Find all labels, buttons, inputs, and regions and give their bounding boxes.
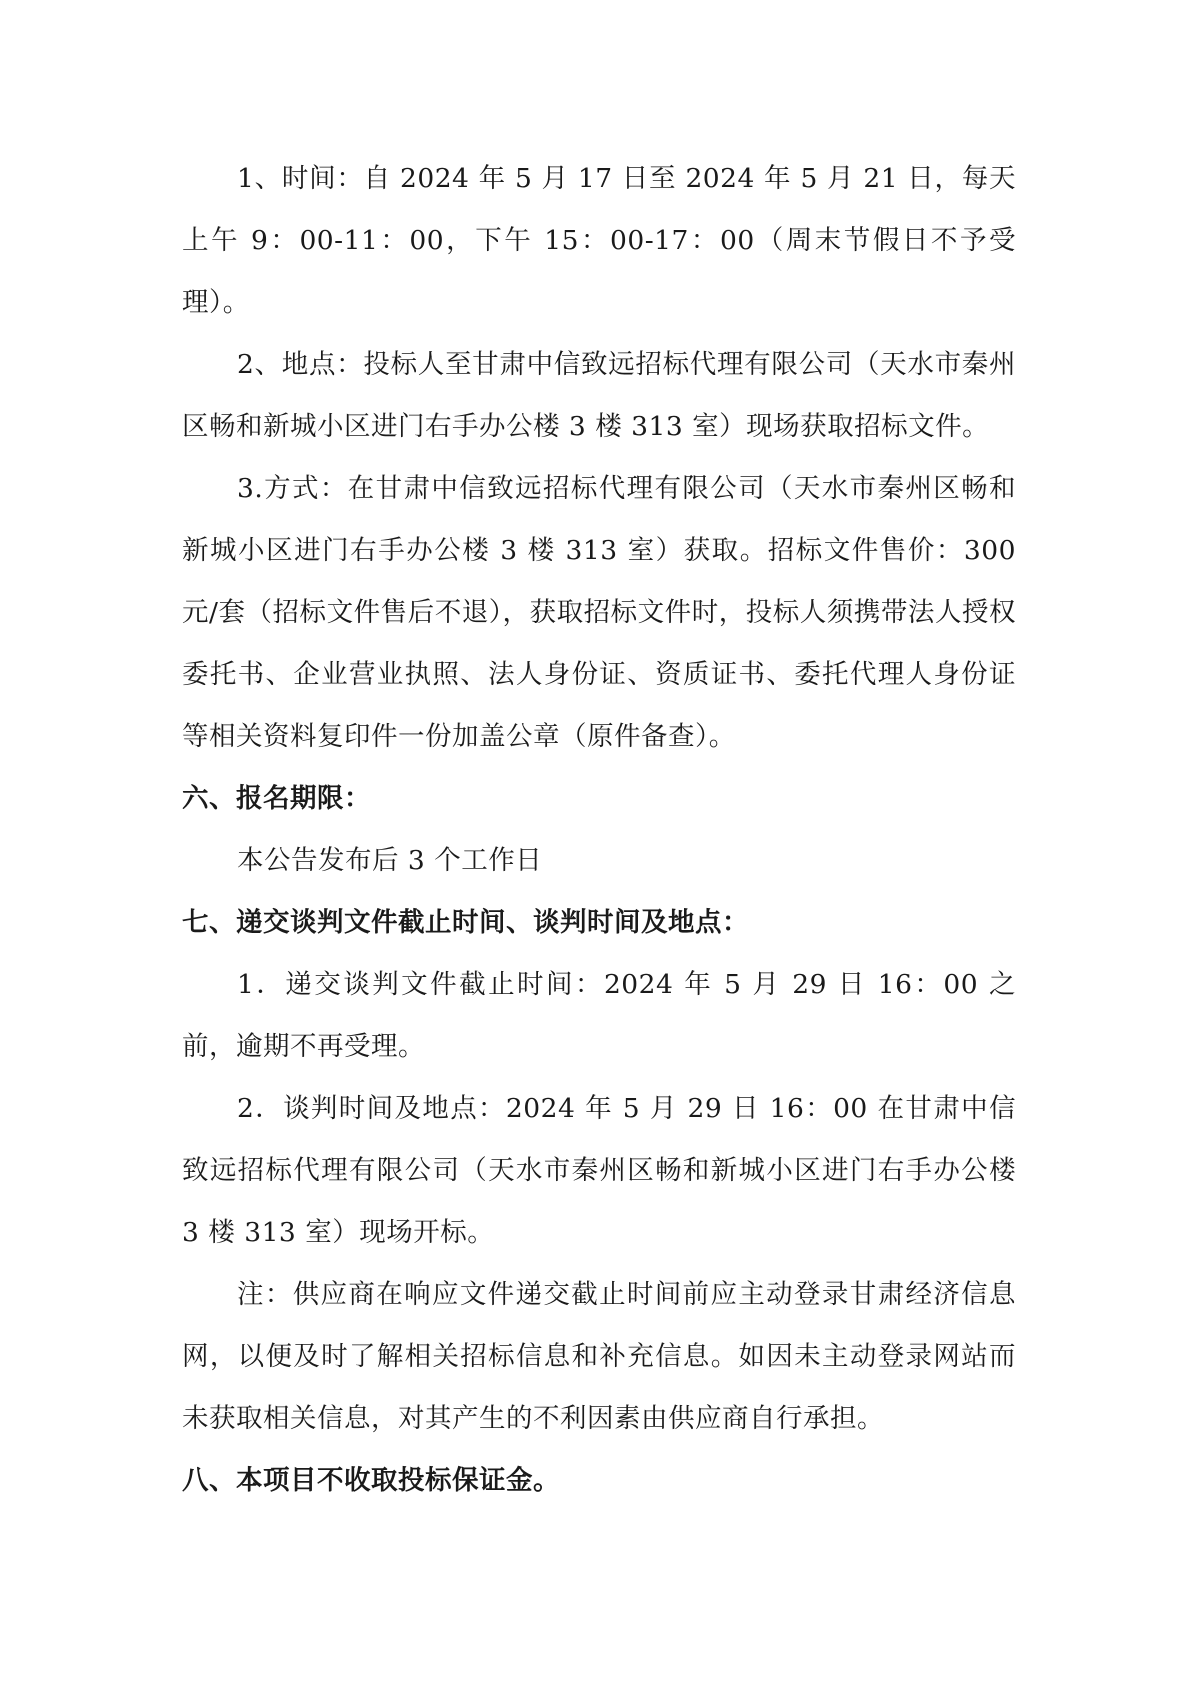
paragraph-note: 注：供应商在响应文件递交截止时间前应主动登录甘肃经济信息网，以便及时了解相关招标信息和补充信息。如因未主动登录网站而未获取相关信息，对其产生的不利因素由供应商自行承担。: [182, 1279, 1016, 1434]
section-heading-no-deposit: 八、本项目不收取投标保证金。: [182, 1465, 560, 1496]
paragraph-method: 3.方式：在甘肃中信致远招标代理有限公司（天水市秦州区畅和新城小区进门右手办公楼 3 楼 313 室）获取。招标文件售价：300 元/套（招标文件售后不退），获取招标文件时，投标人须携带法人授权委托书、企业营业执照、法人身份证、资质证书、委托代理人身份证等相关资料复印件一份加盖公章（原件备查）。: [182, 473, 1016, 752]
section-heading-submission-deadline: 七、递交谈判文件截止时间、谈判时间及地点：: [182, 907, 749, 938]
paragraph-registration-period: 本公告发布后 3 个工作日: [237, 845, 543, 876]
section-heading-registration-period: 六、报名期限：: [182, 783, 371, 814]
paragraph-submission-deadline: 1．递交谈判文件截止时间：2024 年 5 月 29 日 16：00 之前，逾期不再受理。: [182, 969, 1016, 1062]
paragraph-time: 1、时间：自 2024 年 5 月 17 日至 2024 年 5 月 21 日，每天上午 9：00-11：00，下午 15：00-17：00（周末节假日不予受理）。: [182, 163, 1016, 318]
paragraph-negotiation-time-location: 2．谈判时间及地点：2024 年 5 月 29 日 16：00 在甘肃中信致远招标代理有限公司（天水市秦州区畅和新城小区进门右手办公楼 3 楼 313 室）现场开标。: [182, 1093, 1016, 1248]
document-body: [182, 148, 1016, 1512]
paragraph-location: 2、地点：投标人至甘肃中信致远招标代理有限公司（天水市秦州区畅和新城小区进门右手办公楼 3 楼 313 室）现场获取招标文件。: [182, 349, 1016, 442]
